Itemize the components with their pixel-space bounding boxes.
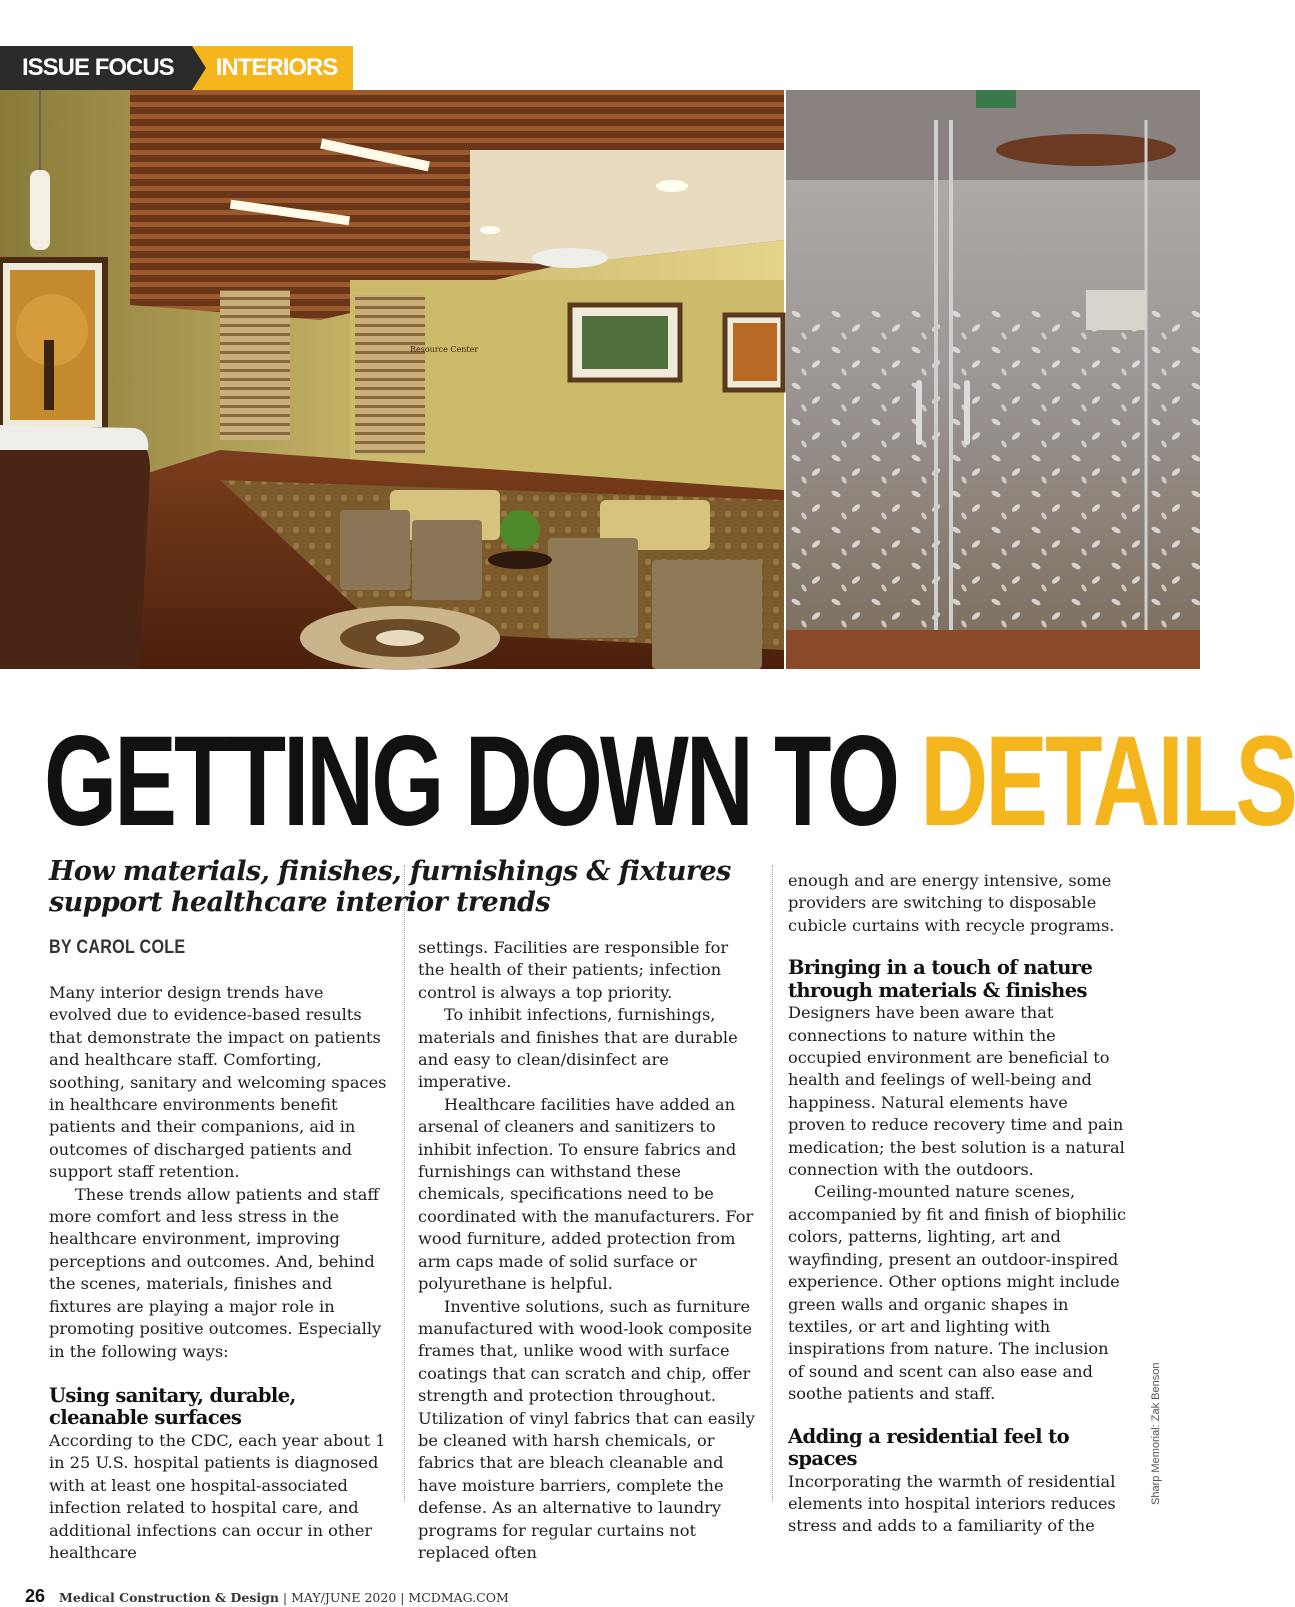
- page-footer: [25, 1586, 509, 1607]
- paragraph: Inventive solutions, such as furniture manufactured with wood-look composite frames that, unlike wood with surface coatings that can scratch and chip, offer strength and protection throughout. Utilization of vinyl fabrics that can easily be cleaned with harsh chemicals, or fabrics that are bleach cleanable and have moisture barriers, complete the defense. As an alternative to laundry programs for regular curtains not replaced often: [418, 1296, 755, 1562]
- paragraph: Many interior design trends have evolved due to evidence-based results that demonstrate the impact on patients and healthcare staff. Comforting, soothing, sanitary and welcoming spaces in healthcare environments benefit patients and their companions, aid in outcomes of discharged patients and support staff retention.: [49, 983, 387, 1182]
- section-heading: Using sanitary, durable, cleanable surfaces: [49, 1383, 296, 1430]
- section-heading: Adding a residential feel to spaces: [788, 1424, 1069, 1471]
- paragraph: To inhibit infections, furnishings, materials and finishes that are durable and easy to clean/disinfect are imperative.: [418, 1005, 738, 1092]
- article-subhead: How materials, finishes, furnishings & fixtures support healthcare interior trends: [49, 856, 731, 918]
- paragraph: Ceiling-mounted nature scenes, accompanied by fit and finish of biophilic colors, patterns, lighting, art and wayfinding, present an outdoor-inspired experience. Other options might include green walls and organic shapes in textiles, or art and lighting with inspirations from nature. The inclusion of sound and scent can also ease and soothe patients and staff.: [788, 1182, 1127, 1404]
- headline-part-1: GETTING DOWN TO: [44, 710, 921, 853]
- paragraph: enough and are energy intensive, some providers are switching to disposable cubicle curtains with recycle programs.: [788, 871, 1115, 935]
- glass-doors-photo: [786, 90, 1200, 669]
- column-rule-1: [404, 865, 405, 1501]
- waiting-room-photo: [0, 90, 784, 669]
- column-rule-2: [772, 865, 773, 1501]
- paragraph: According to the CDC, each year about 1 in 25 U.S. hospital patients is diagnosed with at least one hospital-associated infection related to hospital care, and additional infections can occur in other healthcare: [49, 1430, 386, 1562]
- paragraph: These trends allow patients and staff more comfort and less stress in the healthcare environment, improving perceptions and outcomes. And, behind the scenes, materials, finishes and fixtures are playing a major role in promoting positive outcomes. Especially in the following ways:: [49, 1184, 382, 1361]
- paragraph: Incorporating the warmth of residential elements into hospital interiors reduces stress and adds to a familiarity of the: [788, 1471, 1116, 1536]
- article-headline: [44, 710, 1295, 853]
- column-1: [49, 982, 389, 1564]
- resource-center-sign: Resource Center: [410, 345, 479, 354]
- column-2: [418, 937, 758, 1564]
- section-heading: Bringing in a touch of nature through materials & finishes: [788, 956, 1093, 1002]
- page-number: 26: [25, 1586, 46, 1606]
- issue-info: | MAY/JUNE 2020 | MCDMAG.COM: [278, 1590, 509, 1605]
- magazine-name: Medical Construction & Design: [59, 1590, 279, 1605]
- paragraph: Healthcare facilities have added an arsenal of cleaners and sanitizers to inhibit infection. To ensure fabrics and furnishings can withstand these chemicals, specifications need to be coordinated with the manufacturers. For wood furniture, added protection from arm caps made of solid surface or polyurethane is helpful.: [418, 1094, 754, 1294]
- paragraph: Designers have been aware that connections to nature within the occupied environment are beneficial to health and feelings of well-being and happiness. Natural elements have proven to reduce recovery time and pain medication; the best solution is a natural connection with the outdoors.: [788, 1003, 1125, 1180]
- section-label: ISSUE FOCUS: [0, 46, 192, 90]
- headline-part-2: DETAILS: [920, 710, 1295, 853]
- paragraph: settings. Facilities are responsible for the health of their patients; infection control is always a top priority.: [418, 938, 729, 1002]
- photo-credit: Sharp Memorial: Zak Benson: [1150, 1362, 1162, 1505]
- byline: BY CAROL COLE: [49, 937, 186, 958]
- column-3: [788, 870, 1128, 1538]
- topic-label: INTERIORS: [192, 46, 354, 90]
- issue-focus-tab: [0, 46, 353, 90]
